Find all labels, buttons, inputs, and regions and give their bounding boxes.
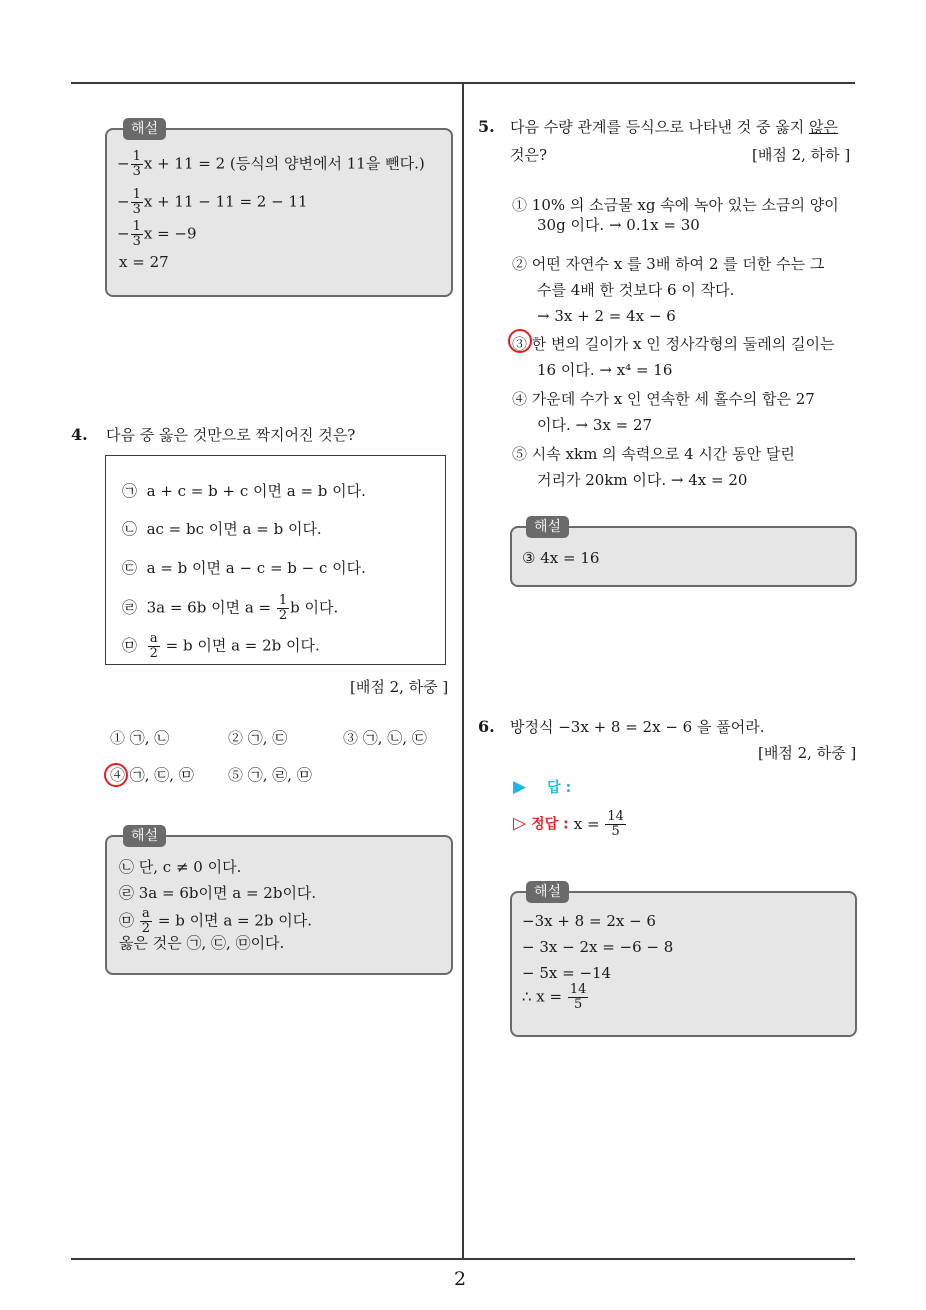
solution-line: − $\frac{1}{3}$ x = −9 (117, 219, 197, 249)
option-5[interactable]: ⑤ 시속 xkm 의 속력으로 4 시간 동안 달린 거리가 20km 이다. → 4x = 20 (512, 445, 795, 489)
solution-line: − 3x − 2x = −6 − 8 (522, 938, 674, 956)
solution-line: ㉤ $\frac{a}{2}$ = b 이면 a = 2b 이다. (119, 906, 313, 936)
solution-line: − $\frac{1}{3}$ x + 11 − 11 = 2 − 11 (117, 187, 308, 217)
solution-line: − 5x = −14 (522, 964, 612, 982)
solution-tag: 해설 (526, 881, 569, 903)
solution-box-q5 (510, 519, 857, 587)
option-1[interactable]: ① 10% 의 소금물 xg 속에 녹아 있는 소금의 양이 30g 이다. → 0.1x = 30 (512, 196, 839, 234)
solution-tag: 해설 (123, 825, 166, 847)
statement-item: ㉤ $\frac{a}{2}$ = b 이면 a = 2b 이다. (122, 631, 320, 661)
solution-line: x = 27 (119, 253, 169, 271)
correct-answer-row (513, 810, 627, 839)
question-number-6: 6. (478, 717, 495, 736)
answer-circle-mark (104, 763, 128, 787)
correct-value: x = $\frac{14}{5}$ (573, 809, 624, 839)
choice-2[interactable]: ② ㉠, ㉢ (228, 729, 288, 747)
solution-line: − $\frac{1}{3}$ x + 11 = 2 (등식의 양변에서 11을 뺀다.) (117, 149, 425, 179)
question-text-6: 방정식 −3x + 8 = 2x − 6 을 풀어라. (510, 718, 765, 736)
question-number-4: 4. (71, 425, 88, 444)
answer-label: 답 : (547, 780, 572, 796)
bottom-rule (71, 1258, 855, 1260)
solution-line: −3x + 8 = 2x − 6 (522, 912, 656, 930)
solution-box-q3 (105, 121, 453, 297)
column-divider (462, 84, 464, 1259)
option-2[interactable]: ② 어떤 자연수 x 를 3배 하여 2 를 더한 수는 그 수를 4배 한 것보다 6 이 작다. → 3x + 2 = 4x − 6 (512, 255, 825, 325)
question-text-5-cont: 것은? (510, 146, 548, 164)
statement-item: ㉣ 3a = 6b 이면 a = $\frac{1}{2}$ b 이다. (122, 593, 339, 623)
score-label-5: [배점 2, 하하 ] (752, 146, 851, 164)
question-number-5: 5. (478, 117, 495, 136)
solution-line: ㉡ 단, c ≠ 0 이다. (119, 858, 242, 876)
solution-box-q6 (510, 884, 857, 1037)
solution-line: ∴ x = $\frac{14}{5}$ (522, 982, 587, 1012)
choice-3[interactable]: ③ ㉠, ㉡, ㉢ (343, 729, 427, 747)
option-3[interactable]: ③ 한 변의 길이가 x 인 정사각형의 둘레의 길이는 16 이다. → x⁴ = 16 (512, 335, 835, 379)
solution-tag: 해설 (526, 516, 569, 538)
statement-item: ㉡ ac = bc 이면 a = b 이다. (122, 520, 322, 538)
choice-5[interactable]: ⑤ ㉠, ㉣, ㉤ (228, 766, 312, 784)
solution-line: 옳은 것은 ㉠, ㉢, ㉤이다. (119, 934, 285, 952)
statement-box (105, 455, 446, 665)
solution-tag: 해설 (123, 118, 166, 140)
option-4[interactable]: ④ 가운데 수가 x 인 연속한 세 홀수의 합은 27 이다. → 3x = 27 (512, 390, 815, 434)
play-arrow-icon: ▶ (513, 777, 527, 797)
answer-circle-mark (508, 329, 532, 353)
solution-line: ③ 4x = 16 (522, 549, 600, 567)
statement-item: ㉠ a + c = b + c 이면 a = b 이다. (122, 482, 366, 500)
score-label-4: [배점 2, 하중 ] (350, 678, 449, 696)
choice-4[interactable]: ④ ㉠, ㉢, ㉤ (110, 766, 194, 784)
answer-row (513, 777, 571, 797)
question-text-5: 다음 수량 관계를 등식으로 나타낸 것 중 옳지 않은 (510, 118, 838, 136)
score-label-6: [배점 2, 하중 ] (758, 744, 857, 762)
choice-1[interactable]: ① ㉠, ㉡ (110, 729, 170, 747)
solution-line: ㉣ 3a = 6b이면 a = 2b이다. (119, 884, 317, 902)
correct-label: 정답 : (531, 816, 569, 833)
question-text-4: 다음 중 옳은 것만으로 짝지어진 것은? (106, 426, 356, 444)
outline-arrow-icon: ▷ (513, 813, 527, 834)
solution-box-q4 (105, 828, 453, 975)
page-number: 2 (454, 1268, 467, 1290)
statement-item: ㉢ a = b 이면 a − c = b − c 이다. (122, 559, 366, 577)
